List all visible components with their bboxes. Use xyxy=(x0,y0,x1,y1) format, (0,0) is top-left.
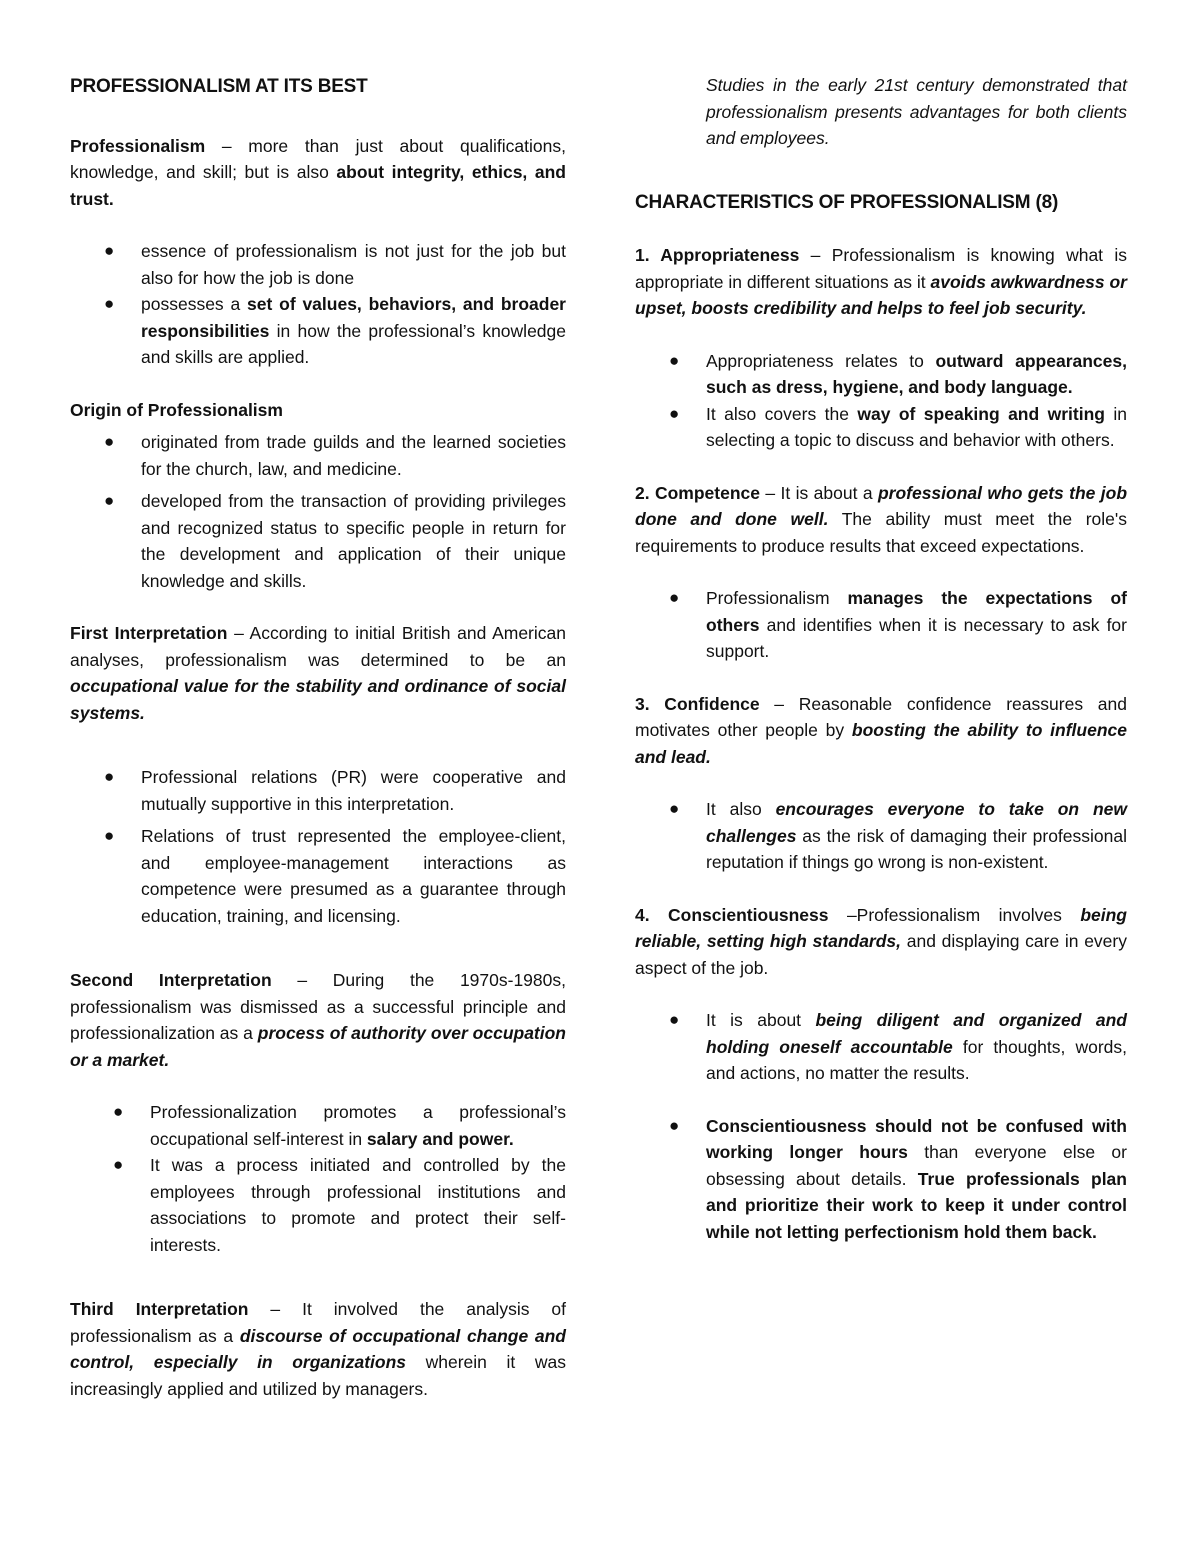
first-interpretation-bullets xyxy=(70,764,566,929)
list-item: ● Professionalism manages the expectations of others and identifies when it is necessary to ask for support. xyxy=(635,585,1127,665)
second-interpretation-term: Second Interpretation xyxy=(70,970,272,990)
list-item: ● developed from the transaction of providing privileges and recognized status to specific people in return for the development and application of their unique knowledge and skills. xyxy=(70,488,566,594)
list-item: ● Relations of trust represented the employee-client, and employee-management interactions as competence were presumed as a guarantee through education, training, and licensing. xyxy=(70,823,566,929)
conscientiousness-paragraph: 4. Conscientiousness –Professionalism involves being reliable, setting high standards, and displaying care in every aspect of the job. xyxy=(635,904,1127,978)
first-interpretation-term: First Interpretation xyxy=(70,623,228,643)
right-column xyxy=(635,72,1127,1245)
list-item: ● possesses a set of values, behaviors, and broader responsibilities in how the professional’s knowledge and skills are applied. xyxy=(70,291,566,371)
bullet-icon: ● xyxy=(104,432,115,451)
definition-text: – more than just about qualifications, knowledge, and skill; but is also xyxy=(70,135,566,182)
conscientiousness-bullets xyxy=(635,1007,1127,1245)
intro-paragraph: Studies in the early 21st century demonstrated that professionalism presents advantages for both clients and employees. xyxy=(706,75,1127,148)
definition-bullets xyxy=(70,238,566,371)
bullet-icon: ● xyxy=(669,799,680,818)
bullet-icon: ● xyxy=(669,350,680,370)
list-item: ● Professional relations (PR) were cooperative and mutually supportive in this interpretation. xyxy=(70,764,566,817)
list-item: ● Appropriateness relates to outward appearances, such as dress, hygiene, and body language. xyxy=(635,348,1127,401)
bullet-icon: ● xyxy=(104,491,115,510)
list-item: ● It also encourages everyone to take on new challenges as the risk of damaging their professional reputation if things go wrong is non-existent. xyxy=(635,796,1127,876)
list-item: ● Professionalization promotes a professional’s occupational self-interest in salary and power. xyxy=(70,1099,566,1152)
characteristics-heading: CHARACTERISTICS OF PROFESSIONALISM (8) xyxy=(635,191,1059,213)
bullet-icon: ● xyxy=(113,1102,124,1121)
competence-paragraph: 2. Competence – It is about a professional who gets the job done and done well. The ability must meet the role's requirements to produce results that exceed expectations. xyxy=(635,482,1128,556)
confidence-paragraph: 3. Confidence – Reasonable confidence reassures and motivates other people by boosting the ability to influence and lead. xyxy=(635,693,1127,767)
origin-heading: Origin of Professionalism xyxy=(70,399,283,420)
third-interpretation-term: Third Interpretation xyxy=(70,1299,249,1319)
definition-term: Professionalism xyxy=(70,135,206,156)
origin-bullets xyxy=(70,429,566,594)
list-item: ● essence of professionalism is not just for the job but also for how the job is done xyxy=(70,238,566,291)
left-column xyxy=(70,74,566,1402)
definition-bold: about integrity, ethics, and trust. xyxy=(70,162,566,209)
bullet-icon: ● xyxy=(104,767,115,786)
third-interpretation-paragraph: Third Interpretation – It involved the analysis of professionalism as a discourse of occupational change and control, especially in organizations wherein it was increasingly applied and utilized by managers. xyxy=(70,1299,567,1399)
bullet-icon: ● xyxy=(669,588,680,607)
list-item: ● originated from trade guilds and the learned societies for the church, law, and medicine. xyxy=(70,429,566,482)
bullet-icon: ● xyxy=(104,241,115,260)
bullet-icon: ● xyxy=(669,403,680,423)
bullet-icon: ● xyxy=(104,294,115,313)
second-interpretation-paragraph: Second Interpretation – During the 1970s-1980s, professionalism was dismissed as a successful principle and professionalization as a process of authority over occupation or a market. xyxy=(70,970,566,1070)
page-title: PROFESSIONALISM AT ITS BEST xyxy=(70,76,368,97)
bullet-icon: ● xyxy=(113,1155,124,1174)
bullet-icon: ● xyxy=(669,1010,680,1029)
appropriateness-bullets xyxy=(635,348,1127,454)
bullet-icon: ● xyxy=(669,1115,680,1135)
definition-paragraph xyxy=(70,133,566,213)
first-interpretation-paragraph: First Interpretation – According to initial British and American analyses, professionalism was determined to be an occupational value for the stability and ordinance of social systems. xyxy=(70,623,566,723)
second-interpretation-bullets xyxy=(70,1099,566,1258)
list-item: ● It was a process initiated and controlled by the employees through professional institutions and associations to promote and protect their self-interests. xyxy=(70,1152,566,1258)
list-item: ● It also covers the way of speaking and writing in selecting a topic to discuss and behavior with others. xyxy=(635,401,1127,454)
bullet-icon: ● xyxy=(104,826,115,845)
competence-bullets xyxy=(635,585,1127,665)
confidence-bullets xyxy=(635,796,1127,876)
list-item: ● Conscientiousness should not be confused with working longer hours than everyone else or obsessing about details. True professionals plan and prioritize their work to keep it under control while not letting perfectionism hold them back. xyxy=(635,1113,1127,1246)
appropriateness-paragraph: 1. Appropriateness – Professionalism is knowing what is appropriate in different situations as it avoids awkwardness or upset, boosts credibility and helps to feel job security. xyxy=(635,245,1127,318)
list-item: ● It is about being diligent and organized and holding oneself accountable for thoughts, words, and actions, no matter the results. xyxy=(635,1007,1127,1087)
